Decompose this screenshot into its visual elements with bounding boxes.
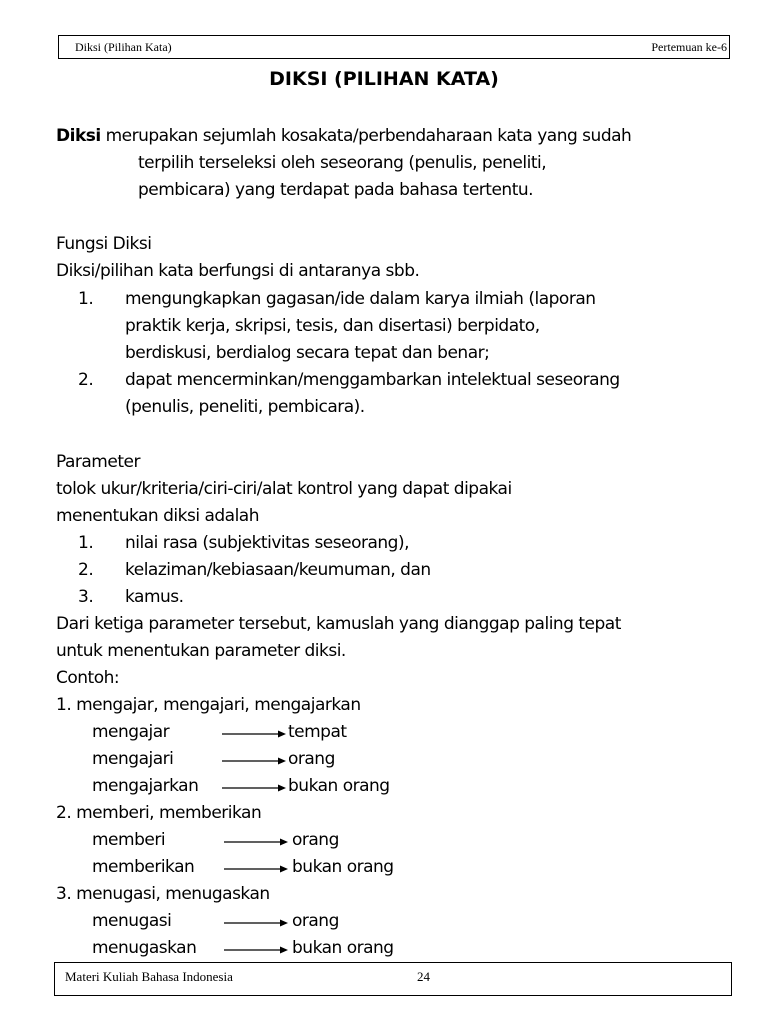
arrow-right-icon: [222, 756, 286, 766]
fungsi-item-line: praktik kerja, skripsi, tesis, dan disertasi) berpidato,: [125, 316, 540, 336]
fungsi-item-line: mengungkapkan gagasan/ide dalam karya ilmiah (laporan: [125, 289, 596, 309]
contoh-meaning: orang: [288, 749, 335, 769]
definition-line-1: [56, 128, 631, 145]
definition-term: Diksi: [56, 126, 101, 146]
header-right-text: Pertemuan ke-6: [651, 40, 727, 54]
parameter-intro-2: menentukan diksi adalah: [56, 506, 259, 526]
arrow-right-icon: [224, 918, 288, 928]
contoh-word: mengajari: [92, 749, 174, 769]
contoh-word: memberi: [92, 830, 166, 850]
contoh-group-title: 2. memberi, memberikan: [56, 803, 262, 823]
parameter-item-text: kelaziman/kebiasaan/keumuman, dan: [125, 560, 431, 580]
contoh-meaning: orang: [292, 830, 339, 850]
arrow-right-icon: [224, 837, 288, 847]
fungsi-item-line: berdiskusi, berdialog secara tepat dan benar;: [125, 343, 490, 363]
contoh-meaning: orang: [292, 911, 339, 931]
contoh-heading: Contoh:: [56, 668, 120, 688]
contoh-word: mengajarkan: [92, 776, 199, 796]
parameter-conclusion-1: Dari ketiga parameter tersebut, kamuslah yang dianggap paling tepat: [56, 614, 621, 634]
parameter-item-text: nilai rasa (subjektivitas seseorang),: [125, 533, 409, 553]
footer-left-text: Materi Kuliah Bahasa Indonesia: [65, 969, 233, 984]
page-number: 24: [417, 969, 430, 984]
contoh-word: memberikan: [92, 857, 195, 877]
fungsi-heading: Fungsi Diksi: [56, 234, 152, 254]
contoh-word: mengajar: [92, 722, 170, 742]
arrow-right-icon: [224, 864, 288, 874]
fungsi-intro: Diksi/pilihan kata berfungsi di antaranya sbb.: [56, 261, 420, 281]
definition-text-1: merupakan sejumlah kosakata/perbendaharaan kata yang sudah: [105, 126, 632, 146]
contoh-group-title: 1. mengajar, mengajari, mengajarkan: [56, 695, 361, 715]
fungsi-item-number: 2.: [78, 370, 94, 390]
page-footer: [54, 962, 732, 996]
parameter-heading: Parameter: [56, 452, 140, 472]
contoh-word: menugaskan: [92, 938, 197, 958]
fungsi-item-line: (penulis, peneliti, pembicara).: [125, 397, 365, 417]
contoh-group-title: 3. menugasi, menugaskan: [56, 884, 270, 904]
parameter-item-number: 1.: [78, 533, 94, 553]
contoh-word: menugasi: [92, 911, 172, 931]
contoh-meaning: tempat: [288, 722, 347, 742]
page-header: [58, 35, 730, 59]
definition-line-2: terpilih terseleksi oleh seseorang (penulis, peneliti,: [138, 153, 547, 173]
arrow-right-icon: [222, 729, 286, 739]
header-left-text: Diksi (Pilihan Kata): [75, 40, 172, 54]
parameter-item-number: 3.: [78, 587, 94, 607]
contoh-meaning: bukan orang: [292, 857, 394, 877]
parameter-item-text: kamus.: [125, 587, 184, 607]
contoh-meaning: bukan orang: [292, 938, 394, 958]
page-title: DIKSI (PILIHAN KATA): [269, 68, 499, 90]
contoh-meaning: bukan orang: [288, 776, 390, 796]
parameter-item-number: 2.: [78, 560, 94, 580]
definition-line-3: pembicara) yang terdapat pada bahasa tertentu.: [138, 180, 534, 200]
fungsi-item-line: dapat mencerminkan/menggambarkan intelektual seseorang: [125, 370, 620, 390]
arrow-right-icon: [222, 783, 286, 793]
parameter-conclusion-2: untuk menentukan parameter diksi.: [56, 641, 346, 661]
arrow-right-icon: [224, 945, 288, 955]
fungsi-item-number: 1.: [78, 289, 94, 309]
parameter-intro-1: tolok ukur/kriteria/ciri-ciri/alat kontrol yang dapat dipakai: [56, 479, 512, 499]
